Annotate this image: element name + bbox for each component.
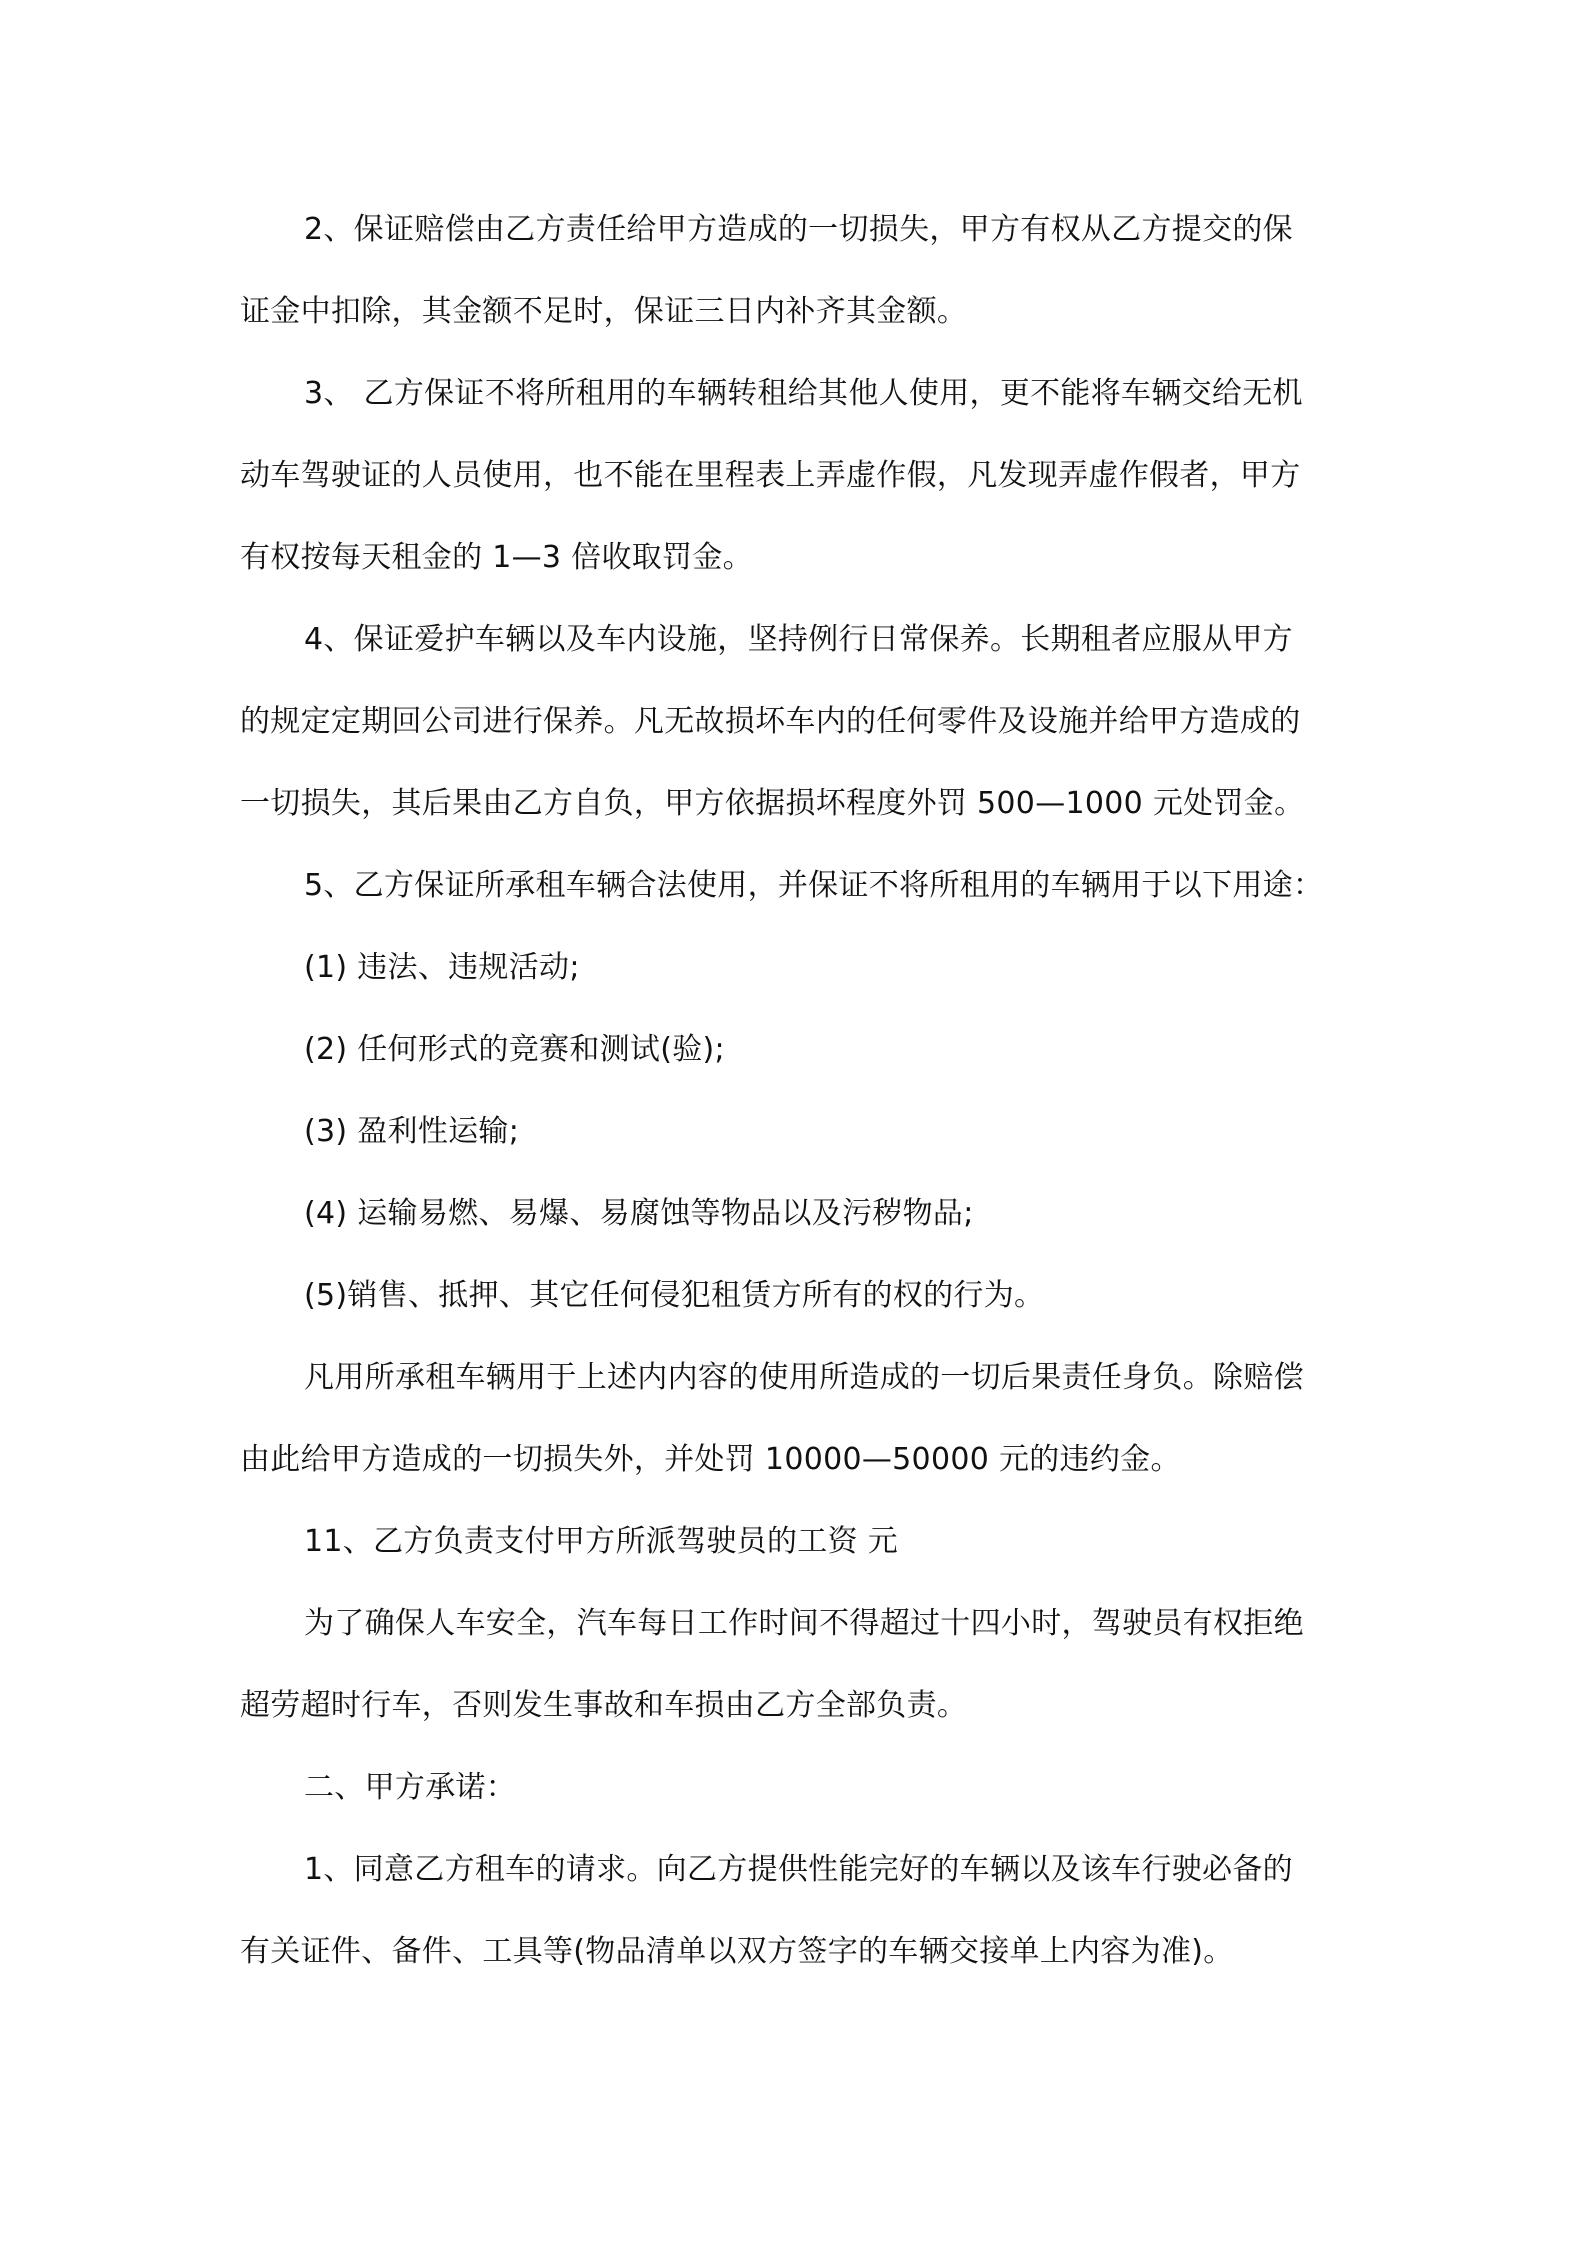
list-item-3: (3) 盈利性运输; <box>304 1114 520 1149</box>
clause-4-line-3: 一切损失，其后果由乙方自负，甲方依据损坏程度外罚 500—1000 元处罚金。 <box>240 786 1305 821</box>
penalty-line-2: 由此给甲方造成的一切损失外，并处罚 10000—50000 元的违约金。 <box>240 1442 1181 1477</box>
party-a-clause-1-line-1: 1、同意乙方租车的请求。向乙方提供性能完好的车辆以及该车行驶必备的 <box>304 1852 1293 1887</box>
list-item-2: (2) 任何形式的竞赛和测试(验); <box>304 1032 725 1067</box>
clause-4-line-1: 4、保证爱护车辆以及车内设施，坚持例行日常保养。长期租者应服从甲方 <box>304 622 1293 657</box>
clause-5-line-1: 5、乙方保证所承租车辆合法使用，并保证不将所租用的车辆用于以下用途： <box>304 868 1324 903</box>
list-item-5: (5)销售、抵押、其它任何侵犯租赁方所有的权的行为。 <box>304 1278 1045 1313</box>
safety-line-1: 为了确保人车安全，汽车每日工作时间不得超过十四小时，驾驶员有权拒绝 <box>304 1606 1304 1641</box>
clause-2-line-1: 2、保证赔偿由乙方责任给甲方造成的一切损失，甲方有权从乙方提交的保 <box>304 212 1293 247</box>
clause-3-line-2: 动车驾驶证的人员使用，也不能在里程表上弄虚作假，凡发现弄虚作假者，甲方 <box>240 458 1301 493</box>
list-item-1: (1) 违法、违规活动; <box>304 950 580 985</box>
clause-3-line-1: 3、 乙方保证不将所租用的车辆转租给其他人使用，更不能将车辆交给无机 <box>304 376 1303 411</box>
clause-2-line-2: 证金中扣除，其金额不足时，保证三日内补齐其金额。 <box>240 294 968 329</box>
party-a-clause-1-line-2: 有关证件、备件、工具等(物品清单以双方签字的车辆交接单上内容为准)。 <box>240 1934 1234 1969</box>
safety-line-2: 超劳超时行车，否则发生事故和车损由乙方全部负责。 <box>240 1688 968 1723</box>
clause-11-line-1: 11、乙方负责支付甲方所派驾驶员的工资 元 <box>304 1524 899 1559</box>
clause-4-line-2: 的规定定期回公司进行保养。凡无故损坏车内的任何零件及设施并给甲方造成的 <box>240 704 1301 739</box>
section-heading-party-a: 二、甲方承诺： <box>304 1770 517 1805</box>
clause-3-line-3: 有权按每天租金的 1—3 倍收取罚金。 <box>240 540 753 575</box>
list-item-4: (4) 运输易燃、易爆、易腐蚀等物品以及污秽物品; <box>304 1196 974 1231</box>
penalty-line-1: 凡用所承租车辆用于上述内内容的使用所造成的一切后果责任身负。除赔偿 <box>304 1360 1304 1395</box>
